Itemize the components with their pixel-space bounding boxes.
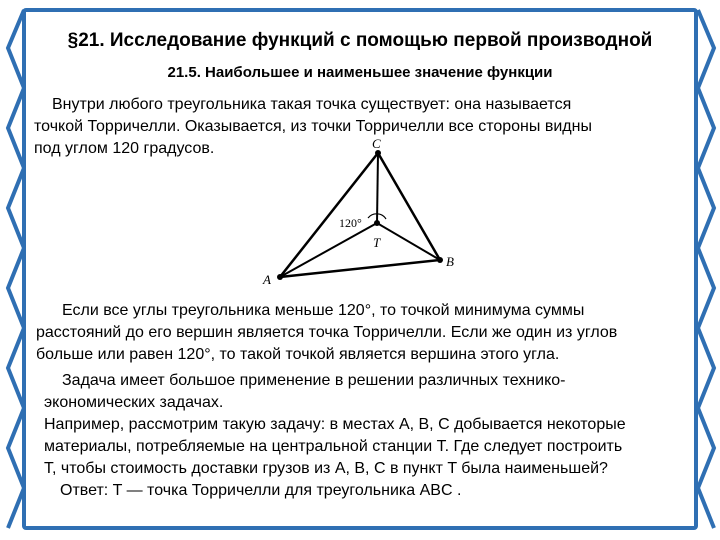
vertex-a-label: A	[263, 272, 271, 287]
text-line: Внутри любого треугольника такая точка существует: она называется	[52, 96, 572, 113]
paragraph-example-problem	[44, 414, 704, 480]
vertex-a-dot	[277, 274, 283, 280]
point-t-label: T	[373, 235, 381, 250]
angle-label: 120°	[339, 216, 362, 230]
vertex-c-label: C	[372, 136, 381, 151]
segment-ct	[377, 153, 378, 223]
text-line: под углом 120 градусов.	[34, 140, 215, 157]
triangle-abc	[280, 153, 440, 277]
vertex-b-label: B	[446, 254, 454, 269]
torricelli-triangle-diagram	[255, 135, 465, 290]
text-line: расстояний до его вершин является точка Торричелли. Если же один из углов	[36, 324, 618, 341]
paragraph-minimum-condition	[36, 300, 686, 366]
text-line: Задача имеет большое применение в решении различных технико-	[62, 372, 566, 389]
paragraph-application	[44, 370, 684, 414]
text-line: экономических задачах.	[44, 394, 224, 411]
text-line: больше или равен 120°, то такой точкой является вершина этого угла.	[36, 346, 560, 363]
frame-left-zigzag	[4, 8, 26, 530]
text-line: T, чтобы стоимость доставки грузов из A, B, C в пункт T была наименьшей?	[44, 460, 608, 477]
answer-line: Ответ: T — точка Торричелли для треугольника ABC .	[60, 482, 462, 499]
vertex-b-dot	[437, 257, 443, 263]
text-line: Если все углы треугольника меньше 120°, то точкой минимума суммы	[62, 302, 585, 319]
text-line: Например, рассмотрим такую задачу: в местах A, B, C добывается некоторые	[44, 416, 626, 433]
text-line: точкой Торричелли. Оказывается, из точки Торричелли все стороны видны	[34, 118, 592, 135]
text-line: материалы, потребляемые на центральной станции T. Где следует построить	[44, 438, 623, 455]
slide-subtitle: 21.5. Наибольшее и наименьшее значение функции	[167, 64, 553, 81]
slide-title: §21. Исследование функций с помощью первой производной	[67, 30, 653, 51]
point-t-dot	[374, 220, 380, 226]
